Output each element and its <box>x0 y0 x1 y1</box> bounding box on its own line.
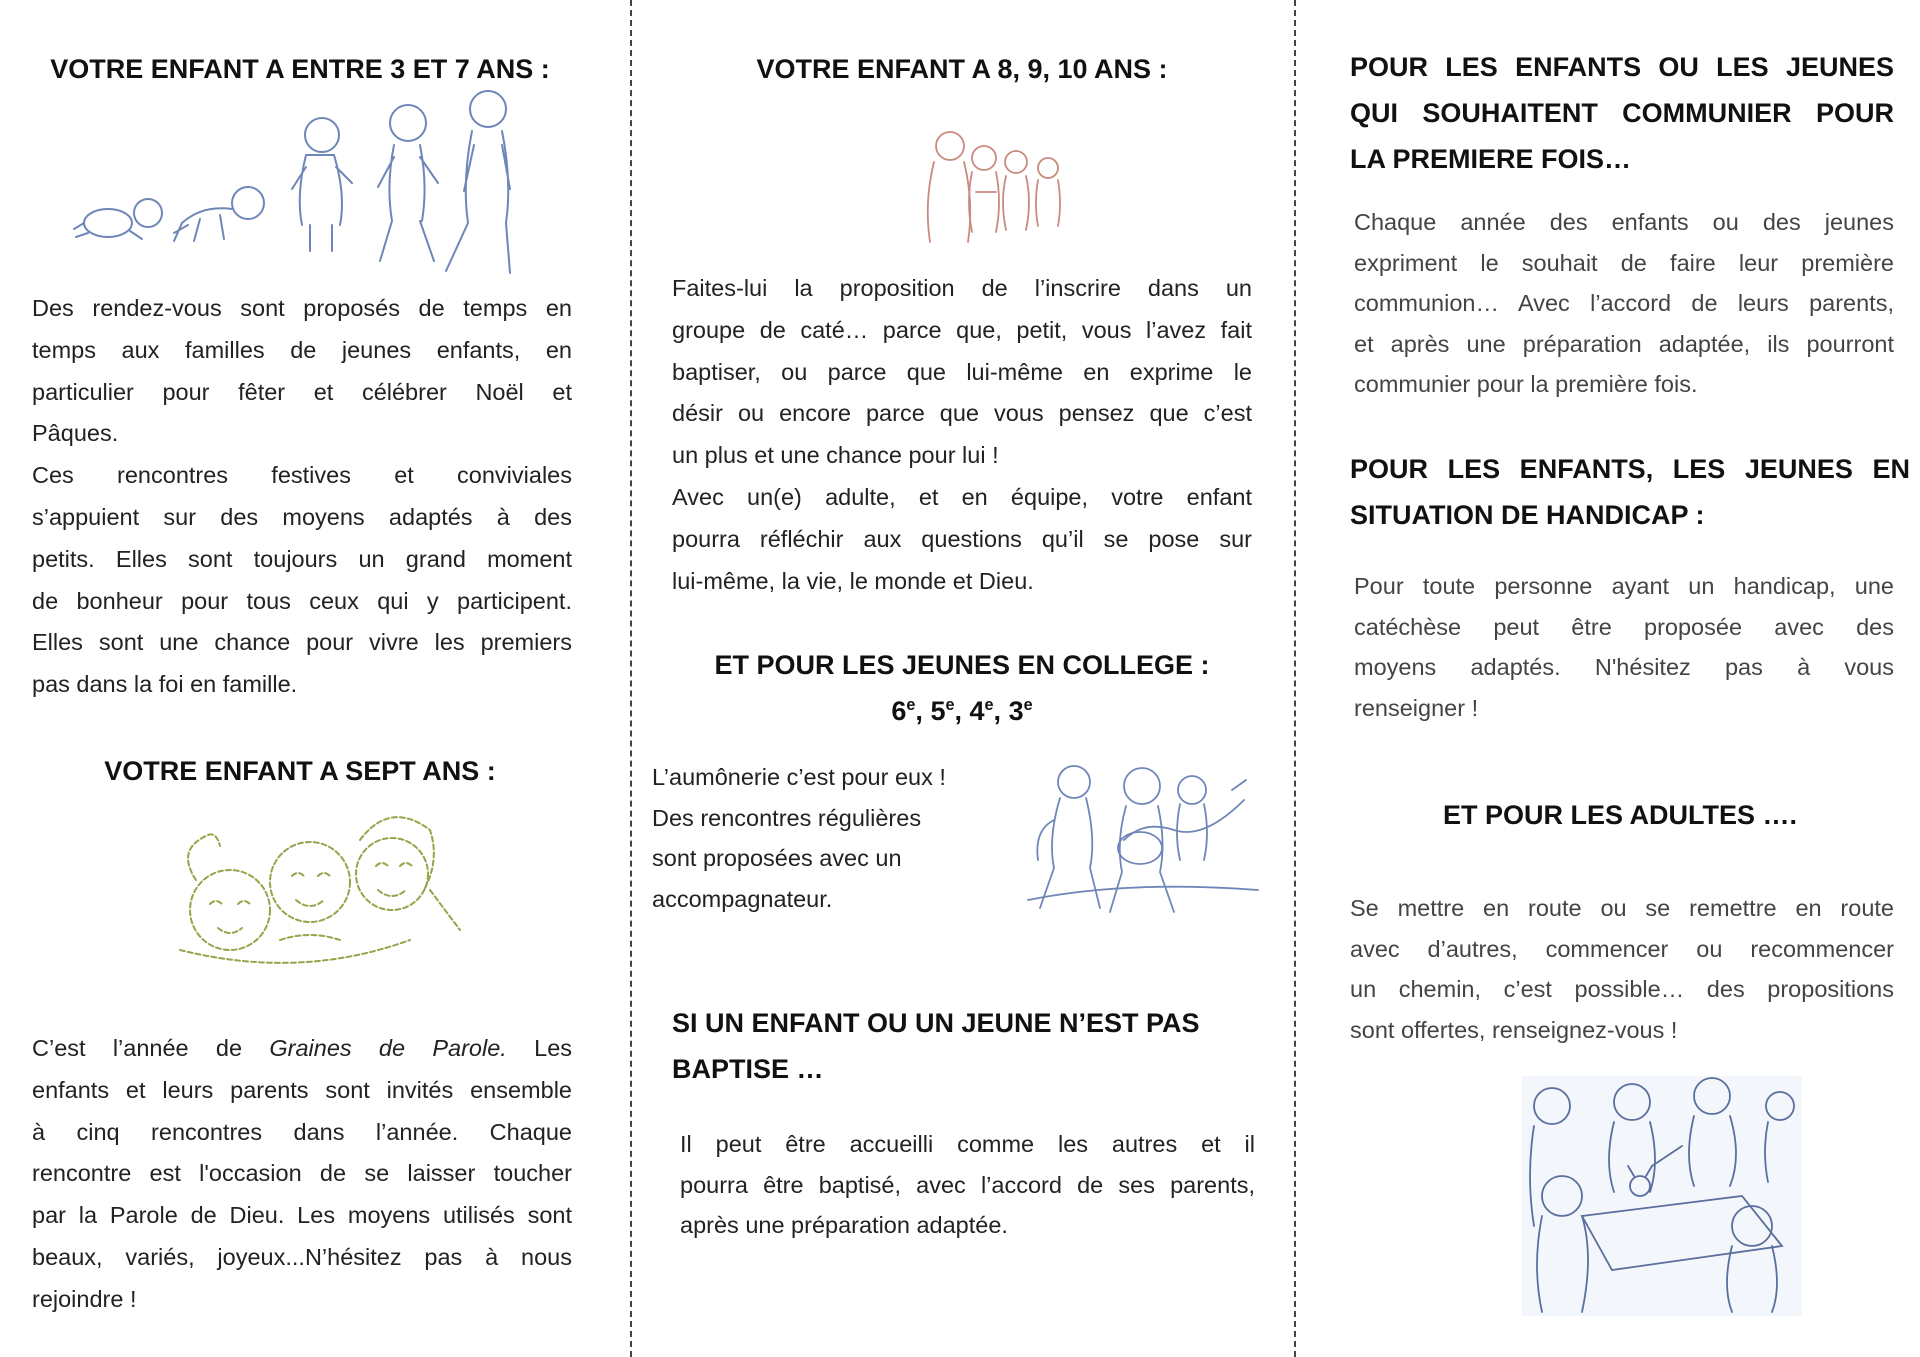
text-line: baptiser, ou parce que lui-même en exprime le <box>672 358 1252 385</box>
text-line: après une préparation adaptée. <box>680 1212 1008 1238</box>
heading-line: SI UN ENFANT OU UN JEUNE N’EST PAS <box>672 1008 1200 1038</box>
text-line: beaux, variés, joyeux...N’hésitez pas à nous <box>32 1243 572 1270</box>
text-line: renseigner ! <box>1354 694 1479 721</box>
text-line: rencontre est l'occasion de se laisser toucher <box>32 1160 572 1187</box>
text-line: Chaque année des enfants ou des jeunes <box>1354 209 1894 235</box>
text-line: accompagnateur. <box>652 885 833 912</box>
grade: 3 <box>1008 696 1024 726</box>
heading-handicap <box>1350 446 1910 538</box>
text-line: Faites-lui la proposition de l’inscrire dans un <box>672 275 1252 301</box>
text-line: à cinq rencontres dans l’année. Chaque <box>32 1118 572 1145</box>
text-line: pas dans la foi en famille. <box>32 671 298 698</box>
heading-first-communion <box>1350 44 1894 182</box>
text-line: communier pour la première fois. <box>1354 371 1698 397</box>
text-line: Pâques. <box>32 420 119 447</box>
heading-line: BAPTISE … <box>672 1054 824 1084</box>
heading-college: ET POUR LES JEUNES EN COLLEGE : <box>714 650 1210 680</box>
text-line: Ces rencontres festives et conviviales <box>32 462 572 489</box>
text-line: Avec un(e) adulte, et en équipe, votre enfant <box>672 483 1252 510</box>
heading-3-to-7: VOTRE ENFANT A ENTRE 3 ET 7 ANS : <box>50 54 550 84</box>
heading-line: QUI SOUHAITENT COMMUNIER POUR <box>1350 98 1894 128</box>
text-line: temps aux familles de jeunes enfants, en <box>32 336 572 363</box>
text-line: rejoindre ! <box>32 1285 137 1312</box>
catechism-group-icon <box>920 122 1070 252</box>
text-line: s’appuient sur des moyens adaptés à des <box>32 503 572 530</box>
grade: 6 <box>891 696 907 726</box>
text-line: un plus et une chance pour lui ! <box>672 442 999 469</box>
grade-suffix: e <box>945 696 955 714</box>
text-line: expriment le souhait de faire leur première <box>1354 249 1894 276</box>
text-line: particulier pour fêter et célébrer Noël et <box>32 378 572 405</box>
heading-line: SITUATION DE HANDICAP : <box>1350 500 1705 530</box>
column-ages-8-to-10 <box>632 0 1292 1357</box>
paragraph-8-9-10 <box>672 268 1252 602</box>
text-line: Il peut être accueilli comme les autres et il <box>680 1131 1255 1157</box>
text-line: par la Parole de Dieu. Les moyens utilisés sont <box>32 1202 572 1229</box>
grade-suffix: e <box>1023 696 1033 714</box>
heading-line: LA PREMIERE FOIS… <box>1350 144 1632 174</box>
text-line: Des rencontres régulières <box>652 804 922 831</box>
text-line: Se mettre en route ou se remettre en route <box>1350 895 1894 921</box>
grade-suffix: e <box>906 696 916 714</box>
heading-line: POUR LES ENFANTS, LES JEUNES EN <box>1350 454 1910 484</box>
column-ages-3-to-7 <box>0 0 630 1357</box>
paragraph-adults <box>1350 888 1894 1050</box>
text-line: un chemin, c’est possible… des propositions <box>1350 976 1894 1002</box>
heading-not-baptised <box>672 1000 1272 1092</box>
text-line: Des rendez-vous sont proposés de temps en <box>32 295 572 321</box>
graines-de-parole: Graines de Parole. <box>269 1035 507 1061</box>
text-line: Elles sont une chance pour vivre les premiers <box>32 629 572 656</box>
text-line: pourra réfléchir aux questions qu’il se pose sur <box>672 525 1252 552</box>
children-growing-up-icon <box>70 105 530 285</box>
column-communion-handicap-adults <box>1296 0 1920 1357</box>
grade: 4 <box>969 696 985 726</box>
text-line: pourra être baptisé, avec l’accord de ses parents, <box>680 1171 1255 1198</box>
text-line: et après une préparation adaptée, ils pourront <box>1354 330 1894 357</box>
text-line: avec d’autres, commencer ou recommencer <box>1350 935 1894 962</box>
text-line: moyens adaptés. N'hésitez pas à vous <box>1354 654 1894 680</box>
text-line: sont proposées avec un <box>652 845 902 871</box>
paragraph-seven-years <box>32 1028 572 1321</box>
paragraph-3-to-7 <box>32 288 572 706</box>
text-line: enfants et leurs parents sont invités ensemble <box>32 1076 572 1103</box>
paragraph-not-baptised <box>680 1124 1255 1246</box>
teens-with-guitar-icon <box>1024 760 1264 920</box>
text-line: communion… Avec l’accord de leurs parents, <box>1354 290 1894 316</box>
text-line: groupe de caté… parce que, petit, vous l’avez fait <box>672 316 1252 343</box>
intro-before: C’est l’année de <box>32 1035 243 1061</box>
text-line: lui-même, la vie, le monde et Dieu. <box>672 567 1034 594</box>
college-grades: 6e, 5e, 4e, 3e <box>891 696 1033 726</box>
text-line: désir ou encore parce que vous pensez que c’est <box>672 400 1252 427</box>
heading-adults: ET POUR LES ADULTES …. <box>1442 800 1798 830</box>
paragraph-handicap <box>1354 566 1894 728</box>
heading-line: POUR LES ENFANTS OU LES JEUNES <box>1350 52 1894 82</box>
adults-around-table-icon <box>1522 1076 1802 1316</box>
grade-suffix: e <box>984 696 994 714</box>
text-line: L’aumônerie c’est pour eux ! <box>652 764 946 790</box>
text-line: Pour toute personne ayant un handicap, une <box>1354 573 1894 599</box>
text-line-intro <box>32 1028 572 1070</box>
paragraph-first-communion <box>1354 202 1894 405</box>
paragraph-college <box>652 757 1052 919</box>
intro-after: Les <box>534 1035 573 1061</box>
text-line: sont offertes, renseignez-vous ! <box>1350 1016 1678 1043</box>
text-line: de bonheur pour tous ceux qui y participent. <box>32 587 572 614</box>
text-line: catéchèse peut être proposée avec des <box>1354 613 1894 640</box>
heading-seven-years: VOTRE ENFANT A SEPT ANS : <box>104 756 496 786</box>
grade: 5 <box>930 696 946 726</box>
heading-8-9-10: VOTRE ENFANT A 8, 9, 10 ANS : <box>756 54 1168 84</box>
text-line: petits. Elles sont toujours un grand moment <box>32 545 572 572</box>
three-children-faces-icon <box>160 800 480 980</box>
